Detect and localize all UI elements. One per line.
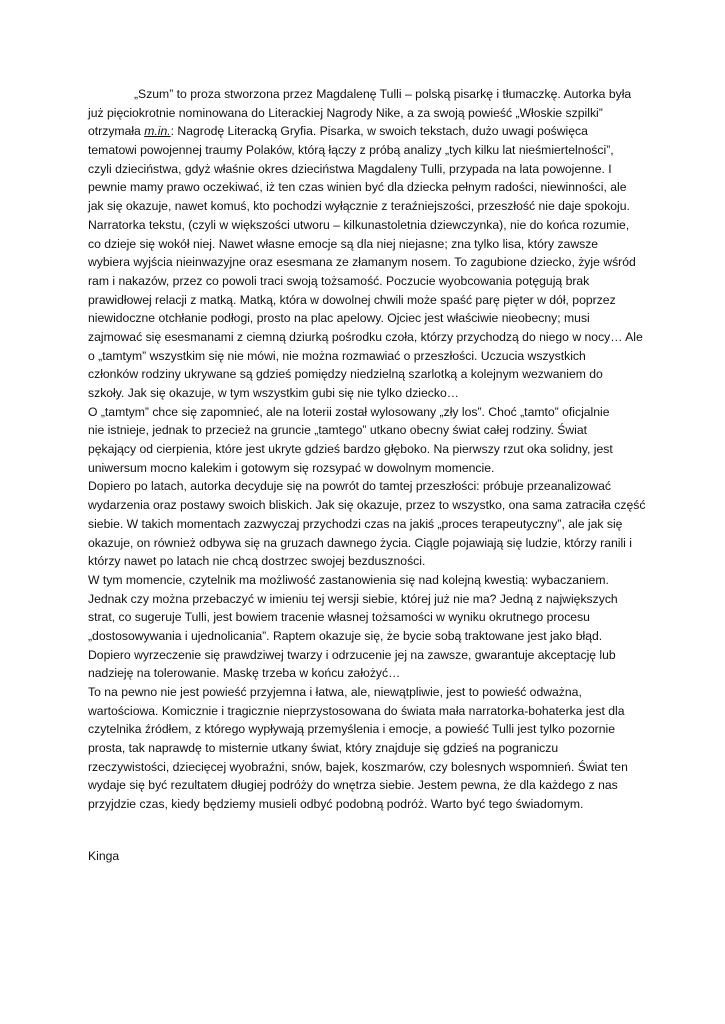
text-line: już pięciokrotnie nominowana do Literackiej Nagrody Nike, a za swoją powieść „Włoskie szpilki” — [88, 105, 603, 120]
text-line: pękający od cierpienia, które jest ukryte gdzieś bardzo głęboko. Na pierwszy rzut oka solidny, jest — [88, 442, 613, 457]
text-line: ram i nakazów, przez co powoli traci swoją tożsamość. Poczucie wyobcowania potęgują brak — [88, 273, 590, 288]
text-line: jak się okazuje, nawet komuś, kto pochodzi wyłącznie z teraźniejszości, przeszłość nie daje spokoju. — [88, 199, 630, 214]
text-line: wydaje się być rezultatem długiej podróży do wnętrza siebie. Jestem pewna, że dla każdego z nas — [88, 778, 618, 793]
text-line — [88, 122, 643, 141]
text-line: Narratorka tekstu, (czyli w większości utworu – kilkunastoletnia dziewczynka), nie do końca rozumie, — [88, 217, 630, 232]
review-body — [88, 85, 646, 814]
text-line: tematowi powojennej traumy Polaków, którą łączy z próbą analizy „tych kilku lat nieśmiertelności”, — [88, 143, 614, 158]
text-line: Dopiero po latach, autorka decyduje się na powrót do tamtej przeszłości: próbuje przeanalizować — [88, 479, 611, 494]
text-line: czytelnika źródłem, z którego wypływają przemyślenia i emocje, a powieść Tulli jest tylko pozornie — [88, 722, 615, 737]
text-line: siebie. W takich momentach zazwyczaj przychodzi czas na jakiś „proces terapeutyczny”, ale jak się — [88, 516, 623, 531]
text-line: O „tamtym” chce się zapomnieć, ale na loterii został wylosowany „zły los”. Choć „tamto” oficjalnie — [88, 404, 610, 419]
text-line: prosta, tak naprawdę to misternie utkany świat, który znajduje się gdzieś na pograniczu — [88, 741, 559, 756]
text-line: nadzieję na tolerowanie. Maskę trzeba w końcu założyć… — [88, 666, 401, 681]
abbreviation-min: m.in. — [144, 124, 171, 139]
text-line: wybiera wyjścia nieinwazyjne oraz esesmana ze złamanym nosem. To zagubione dziecko, żyje wśród — [88, 255, 636, 270]
text-line: którzy nawet po latach nie chcą dostrzec swojej bezduszności. — [88, 554, 426, 569]
text-line: uniwersum mocno kalekim i gotowym się rozsypać w dowolnym momencie. — [88, 460, 495, 475]
text-line: niewidoczne otchłanie podłogi, prosto na plac apelowy. Ojciec jest właściwie nieobecny; musi — [88, 311, 590, 326]
text-line: zajmować się esesmanami z ciemną dziurką pośrodku czoła, którzy przychodzą do niego w nocy… Ale — [88, 329, 643, 344]
text-line: Jednak czy można przebaczyć w imieniu tej wersji siebie, której już nie ma? Jedną z największych — [88, 591, 618, 606]
text-line: To na pewno nie jest powieść przyjemna i łatwa, ale, niewątpliwie, jest to powieść odważna, — [88, 685, 582, 699]
text-fragment: otrzymała — [88, 124, 145, 139]
text-line: „dostosowywania i ujednolicania”. Raptem okazuje się, że bycie sobą traktowane jest jako błąd. — [88, 628, 603, 643]
text-line: wartościowa. Komicznie i tragicznie nieprzystosowana do świata mała narratorka-bohaterka jest dla — [88, 703, 625, 718]
text-line: o „tamtym” wszystkim się nie mówi, nie można rozmawiać o przeszłości. Uczucia wszystkich — [88, 348, 586, 363]
text-line: czyli dzieciństwa, gdyż właśnie okres dzieciństwa Magdaleny Tulli, przypada na lata powojenne. I — [88, 161, 612, 176]
text-line: strat, co sugeruje Tulli, jest bowiem tracenie własnej tożsamości w wyniku okrutnego procesu — [88, 610, 590, 625]
text-line: prawidłowej relacji z matką. Matką, która w dowolnej chwili może spaść parę pięter w dół, poprzez — [88, 292, 616, 307]
text-line: „Szum” to proza stworzona przez Magdalenę Tulli – polską pisarkę i tłumaczkę. Autorka była — [134, 87, 632, 101]
text-line: pewnie mamy prawo oczekiwać, iż ten czas winien być dla dziecka pełnym radości, niewinności, ale — [88, 180, 627, 195]
text-line: nie istnieje, jednak to przecież na gruncie „tamtego” utkano obecny świat całej rodziny. Świat — [88, 423, 588, 438]
text-fragment: : Nagrodę Literacką Gryfia. Pisarka, w swoich tekstach, dużo uwagi poświęca — [170, 124, 588, 139]
text-line: rzeczywistości, dziecięcej wyobraźni, snów, bajek, koszmarów, czy bolesnych wspomnień. Świat ten — [88, 759, 628, 774]
text-line: W tym momencie, czytelnik ma możliwość zastanowienia się nad kolejną kwestią: wybaczaniem. — [88, 572, 609, 587]
text-line: szkoły. Jak się okazuje, w tym wszystkim gubi się nie tylko dziecko… — [88, 386, 459, 400]
author-signature: Kinga — [88, 849, 120, 863]
text-line: wydarzenia oraz postawy swoich bliskich. Jak się okazuje, przez to wszystko, ona sama zatraciła część — [88, 498, 646, 513]
text-line: przyjdzie czas, kiedy będziemy musieli odbyć podobną podróż. Warto być tego świadomym. — [88, 797, 584, 812]
text-line: członków rodziny ukrywane są gdzieś pomiędzy niedzielną szarlotką a kolejnym wezwaniem do — [88, 367, 603, 382]
text-line: Dopiero wyrzeczenie się prawdziwej twarzy i odrzucenie jej na zawsze, gwarantuje akceptację lub — [88, 647, 616, 662]
text-line: co dzieje się wokół niej. Nawet własne emocje są dla niej niejasne; zna tylko lisa, który zawsze — [88, 236, 599, 251]
text-line: okazuje, on również odbywa się na gruzach dawnego życia. Ciągle pojawiają się ludzie, którzy ranili i — [88, 535, 632, 550]
